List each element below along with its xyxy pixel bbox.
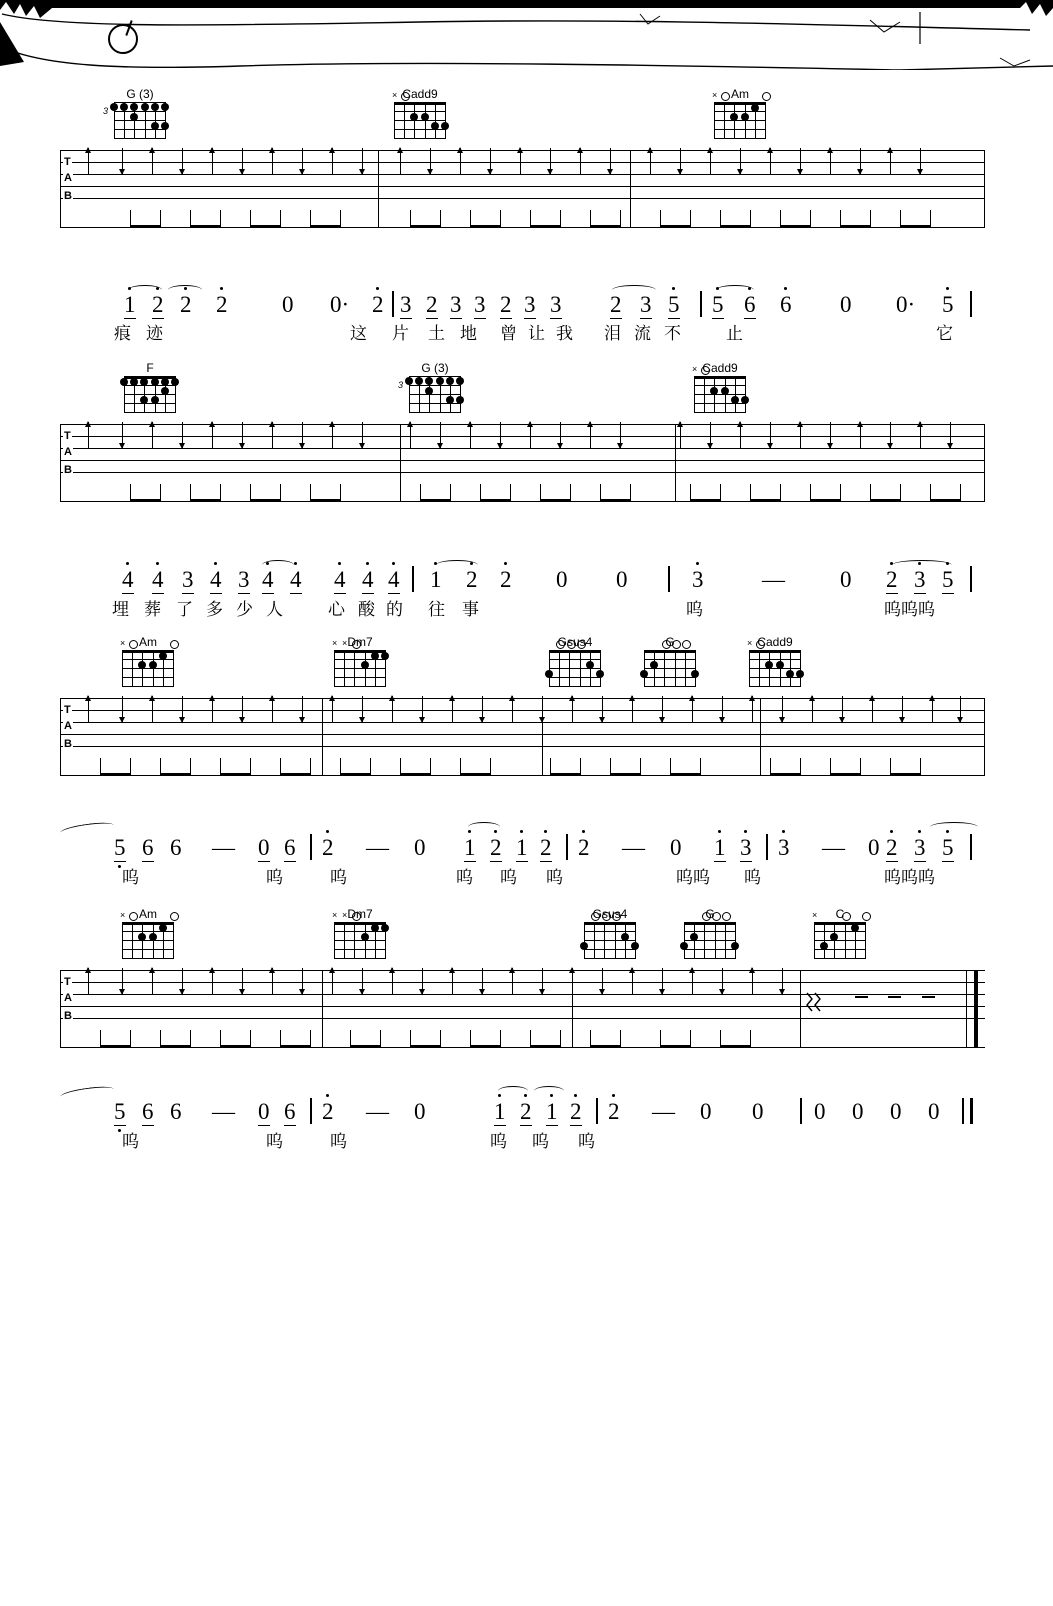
note: 4 [388,567,400,592]
chord-grid [584,922,636,962]
lyric: 事 [462,600,479,619]
note: 6 [284,835,296,860]
chord-name: Gsus4 [592,907,628,921]
note: — [366,835,389,860]
note: 2 [886,835,898,860]
chord-name: Dm7 [347,907,373,921]
note: 5 [712,292,724,317]
note: 0 [258,835,270,860]
rhythm-slashes-2 [60,484,985,510]
tab-letter-b: B [64,1010,72,1022]
lyric: 这 [350,324,367,343]
tab-letter-a: A [64,720,72,732]
note: 2 [578,835,590,860]
tab-letter-t: T [64,430,71,442]
tab-letter-a: A [64,172,72,184]
note: 3 [524,292,536,317]
tab-letter-t: T [64,976,71,988]
chord-name: G [705,907,715,921]
note: 3 [740,835,752,860]
chord-grid: 3 [114,102,166,142]
lyric: 让 [528,324,545,343]
chord-diagram-g [640,636,700,690]
note: 4 [262,567,274,592]
chord-grid: × [122,650,174,690]
chord-diagram-cadd9 [390,88,450,142]
note: 0 [414,1099,426,1124]
chord-grid: × [749,650,801,690]
note: 1 [124,292,136,317]
note: 1 [714,835,726,860]
note: 6 [284,1099,296,1124]
note: 2 [490,835,502,860]
note: 0 [752,1099,764,1124]
lyric: 片 [392,324,409,343]
note: 6 [170,1099,182,1124]
lyric: 呜 [266,868,283,887]
system-1 [0,87,1053,343]
lyric: 地 [460,324,477,343]
torn-edge-svg [0,0,1053,70]
chord-name: G [665,635,675,649]
lyric: 它 [936,324,953,343]
note: 5 [114,1099,126,1124]
rest-dash [855,996,868,998]
note: 5 [942,567,954,592]
note: 0 [700,1099,712,1124]
chord-diagram-c [810,908,870,962]
note: 1 [546,1099,558,1124]
chord-diagram-g [680,908,740,962]
lyric: 泪 [604,324,621,343]
tab-letter-a: A [64,992,72,1004]
chord-name: Cadd9 [702,361,738,375]
note: 5 [942,835,954,860]
rest-dash [922,996,935,998]
note: 0 [814,1099,826,1124]
note: 2 [322,1099,334,1124]
chord-name: Am [139,635,157,649]
chord-grid: × [814,922,866,962]
note: — [212,1099,235,1124]
treble-clef-icon [108,24,138,54]
note: 3 [450,292,462,317]
lyrics-3 [0,868,1053,896]
lyric: 呜 [456,868,473,887]
lyric: 呜 [330,868,347,887]
note: 0 [670,835,682,860]
note: 0 [282,292,294,317]
rhythm-slashes-4 [60,1030,985,1056]
tab-letter-t: T [64,156,71,168]
tremolo-squiggle-icon [805,989,827,1019]
note: — [622,835,645,860]
lyric: 呜 [546,868,563,887]
rhythm-slashes-1 [60,210,985,236]
note: 2 [540,835,552,860]
tab-letter-b: B [64,464,72,476]
note: — [652,1099,675,1124]
note: 3 [474,292,486,317]
rhythm-slashes-3 [60,758,985,784]
lyric: 埋 [112,600,129,619]
chord-diagram-cadd9 [745,636,805,690]
lyric: 痕 [114,324,131,343]
note: 0 [414,835,426,860]
lyric: 呜 [744,868,761,887]
lyrics-4 [0,1132,1053,1160]
chord-diagram-cadd9 [690,362,750,416]
lyric: 曾 [500,324,517,343]
note: 2 [152,292,164,317]
note: 3 [550,292,562,317]
note: 0 [852,1099,864,1124]
lyric: 呜 [490,1132,507,1151]
note: 2 [608,1099,620,1124]
system-3 [0,635,1053,887]
note: 5 [668,292,680,317]
note: 2 [610,292,622,317]
chord-grid: × [714,102,766,142]
lyric: 少 [236,600,253,619]
lyric: 呜 [330,1132,347,1151]
chord-diagram-gsus4 [580,908,640,962]
chord-grid [124,376,176,416]
chord-grid: 3 [409,376,461,416]
chord-grid: × × [334,922,386,962]
lyric: 流 [634,324,651,343]
chord-diagram-f [120,362,180,416]
lyric: 人 [266,600,283,619]
chord-grid: × [394,102,446,142]
note: 0 [868,835,880,860]
chord-name: Cadd9 [757,635,793,649]
note: 5 [942,292,954,317]
chord-grid: × [694,376,746,416]
lyric: 呜呜呜 [884,868,935,887]
note: 3 [914,835,926,860]
note: 4 [210,567,222,592]
note: 5 [114,835,126,860]
note: 0 [890,1099,902,1124]
note: 3 [640,292,652,317]
chord-diagram-row-4 [0,908,1053,970]
chord-name: Cadd9 [402,87,438,101]
note: 4 [290,567,302,592]
system-2 [0,361,1053,619]
chord-diagram-am [710,88,770,142]
chord-grid: × × [334,650,386,690]
note: 4 [152,567,164,592]
chord-name: Am [731,87,749,101]
chord-name: F [146,361,154,375]
note: 6 [142,1099,154,1124]
note: 4 [362,567,374,592]
note: 1 [516,835,528,860]
chord-grid [644,650,696,690]
note: 0 [928,1099,940,1124]
lyrics-1 [0,324,1053,352]
lyric: 呜 [122,1132,139,1151]
chord-diagram-am [118,636,178,690]
chord-name: G (3) [126,87,154,101]
tab-letter-b: B [64,190,72,202]
lyric: 的 [386,600,403,619]
note: 6 [170,835,182,860]
tab-letter-b: B [64,738,72,750]
rest-dash [888,996,901,998]
note: 2 [886,567,898,592]
lyric: 我 [556,324,573,343]
chord-name: G (3) [421,361,449,375]
note: — [822,835,845,860]
note: 0 [840,292,852,317]
note: 0 [616,567,628,592]
chord-grid [549,650,601,690]
lyric: 酸 [358,600,375,619]
note: 0 [556,567,568,592]
chord-diagram-am [118,908,178,962]
note: 6 [780,292,792,317]
tab-letter-t: T [64,704,71,716]
note: — [762,567,785,592]
note: 3 [914,567,926,592]
chord-diagram-gsus4 [545,636,605,690]
note: 1 [430,567,442,592]
lyric: 呜呜呜 [884,600,935,619]
lyric: 心 [328,600,345,619]
lyric: 多 [206,600,223,619]
lyric: 呜 [532,1132,549,1151]
note: 1 [464,835,476,860]
note: 3 [778,835,790,860]
note: 2 [372,292,384,317]
chord-grid [684,922,736,962]
lyric: 呜 [500,868,517,887]
lyric: 呜 [578,1132,595,1151]
chord-diagram-row-3 [0,636,1053,698]
chord-name: Dm7 [347,635,373,649]
note: 1 [494,1099,506,1124]
chord-diagram-g3 [398,361,465,416]
lyric: 呜 [122,868,139,887]
lyric: 呜呜 [676,868,710,887]
note: 2 [322,835,334,860]
note: 0 [840,567,852,592]
note: — [212,835,235,860]
chord-diagram-row-2 [0,362,1053,424]
note: 4 [122,567,134,592]
chord-name: Am [139,907,157,921]
note: 2 [180,292,192,317]
chord-diagram-row-1 [0,88,1053,150]
note: 2 [426,292,438,317]
lyric: 土 [428,324,445,343]
lyric: 呜 [266,1132,283,1151]
chord-diagram-dm7 [330,636,390,690]
torn-page-edge-decoration [0,0,1053,80]
tab-letter-a: A [64,446,72,458]
note: 2 [570,1099,582,1124]
note: 3 [400,292,412,317]
lyric: 止 [726,324,743,343]
chord-name: Gsus4 [557,635,593,649]
note: 6 [142,835,154,860]
note: 3 [238,567,250,592]
note: 0· [330,292,350,317]
chord-grid: × [122,922,174,962]
note: 0· [896,292,916,317]
note: 0 [258,1099,270,1124]
lyric: 迹 [146,324,163,343]
chord-diagram-g3 [103,87,170,142]
lyric: 呜 [686,600,703,619]
note: 2 [520,1099,532,1124]
note: 2 [466,567,478,592]
chord-name: C [835,907,845,921]
note: — [366,1099,389,1124]
note: 4 [334,567,346,592]
lyric: 不 [664,324,681,343]
lyrics-2 [0,600,1053,628]
note: 2 [216,292,228,317]
note: 6 [744,292,756,317]
chord-diagram-dm7 [330,908,390,962]
note: 3 [182,567,194,592]
lyric: 了 [176,600,193,619]
note: 2 [500,292,512,317]
lyric: 葬 [144,600,161,619]
note: 2 [500,567,512,592]
note: 3 [692,567,704,592]
lyric: 往 [428,600,445,619]
system-4 [0,907,1053,1151]
